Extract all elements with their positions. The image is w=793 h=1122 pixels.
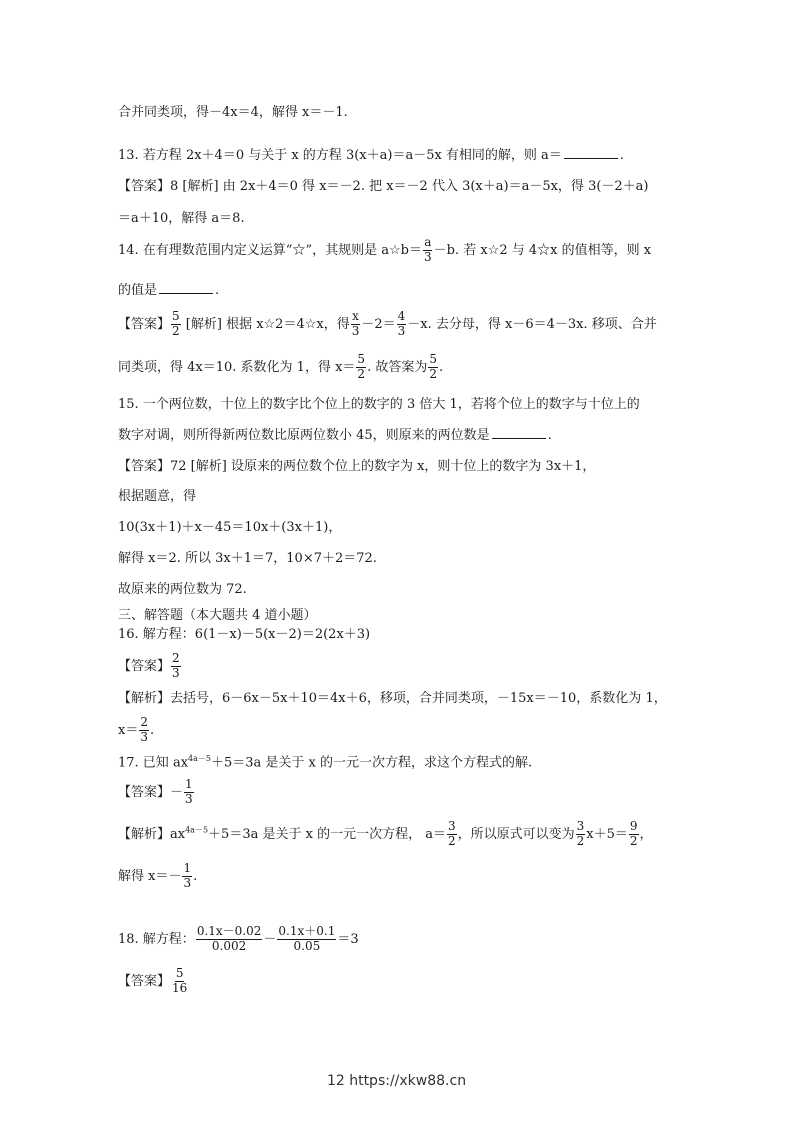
- numerator: 5: [175, 966, 184, 980]
- denominator: 2: [172, 323, 180, 338]
- analysis-17-line2: [118, 862, 197, 891]
- question-17-text: 17. 已知 ax: [118, 755, 189, 771]
- question-16: 16. 解方程：6(1－x)－5(x－2)＝2(2x＋3): [118, 627, 371, 642]
- numerator: 2: [140, 715, 148, 729]
- numerator: a: [424, 235, 432, 249]
- answer-15-line5: 故原来的两位数为 72.: [118, 582, 247, 597]
- answer-blank: [492, 428, 546, 439]
- fraction-5-over-2: [428, 353, 438, 382]
- denominator: 3: [140, 729, 148, 744]
- numerator: 0.1x－0.02: [196, 924, 262, 938]
- analysis-16-line1: 【解析】去括号，6－6x－5x＋10＝4x＋6，移项，合并同类项，－15x＝－10，系数化为 1，: [118, 691, 667, 706]
- answer-fraction: [171, 310, 181, 339]
- answer-18: [118, 967, 189, 996]
- denominator: 16: [172, 980, 188, 995]
- question-14-text-2: －b. 若 x☆2 与 4☆x 的值相等，则 x: [433, 242, 652, 258]
- question-13: 13. 若方程 2x＋4＝0 与关于 x 的方程 3(x＋a)＝a－5x 有相同的解，则 a＝ .: [118, 148, 624, 163]
- numerator: 0.1x＋0.1: [278, 924, 336, 938]
- numerator: 1: [183, 861, 192, 875]
- analysis-text: x＋5＝: [586, 826, 628, 842]
- answer-13-line2: ＝a＋10，解得 a＝8.: [118, 211, 245, 226]
- analysis-17-line1: [118, 820, 653, 849]
- denominator: 3: [423, 249, 432, 264]
- answer-label: 【答案】: [118, 658, 171, 674]
- fraction-1-over-3: [182, 862, 192, 891]
- fraction-a-over-3: [423, 236, 433, 265]
- numerator: 3: [576, 819, 585, 833]
- numerator: 3: [447, 819, 456, 833]
- question-15-line2-text: 数字对调，则所得新两位数比原两位数小 45，则原来的两位数是: [118, 428, 490, 443]
- fraction-2-over-3: [139, 716, 149, 745]
- question-18: [118, 925, 359, 954]
- analysis-text: .: [193, 868, 198, 884]
- question-18-text: ＝3: [337, 931, 359, 947]
- numerator: 4: [397, 309, 406, 323]
- question-17: [118, 755, 532, 769]
- analysis-text: －x. 去分母，得 x－6＝4－3x. 移项、合并: [407, 316, 657, 332]
- fraction-3-over-2: [447, 820, 457, 849]
- numerator: 5: [172, 309, 180, 323]
- denominator: 2: [447, 833, 456, 848]
- analysis-text: .: [149, 722, 155, 738]
- analysis-text: 【解析】ax: [118, 826, 186, 842]
- prev-answer-tail: 合并同类项，得－4x＝4，解得 x＝－1.: [118, 105, 348, 120]
- answer-blank: [159, 283, 213, 294]
- exponent: 4a－5: [188, 754, 211, 763]
- denominator: 0.002: [211, 938, 247, 953]
- question-18-text: 18. 解方程：: [118, 931, 195, 947]
- denominator: 3: [172, 665, 180, 680]
- answer-15-line3: 10(3x＋1)＋x－45＝10x＋(3x＋1)，: [118, 520, 342, 535]
- answer-15-line1: 【答案】72 [解析] 设原来的两位数个位上的数字为 x，则十位上的数字为 3x＋1，: [118, 459, 596, 474]
- analysis-text: [解析] 根据 x☆2＝4☆x，得: [181, 316, 350, 332]
- numerator: 5: [357, 352, 366, 366]
- question-17-text: ＋5＝3a 是关于 x 的一元一次方程，求这个方程式的解.: [210, 755, 533, 771]
- analysis-16-line2: [118, 716, 154, 745]
- answer-fraction: [184, 778, 194, 807]
- numerator: 9: [629, 819, 638, 833]
- answer-14-line2: [118, 353, 443, 382]
- answer-15-line2: 根据题意，得: [118, 489, 197, 504]
- analysis-text: ，所以原式可以变为: [457, 826, 575, 842]
- fraction-x-over-3: [351, 310, 361, 339]
- question-14-text-1: 14. 在有理数范围内定义运算“☆”，其规则是 a☆b＝: [118, 242, 422, 258]
- answer-17: [118, 778, 195, 807]
- denominator: 3: [185, 791, 193, 806]
- denominator: 0.05: [293, 938, 321, 953]
- numerator: 2: [172, 651, 180, 665]
- analysis-text: 解得 x＝－: [118, 868, 182, 884]
- analysis-text: 同类项，得 4x＝10. 系数化为 1，得 x＝: [118, 359, 356, 375]
- answer-label: 【答案】: [118, 316, 171, 332]
- analysis-text: .: [438, 359, 444, 375]
- fraction-9-over-2: [629, 820, 639, 849]
- question-14-line2: 的值是 .: [118, 283, 220, 298]
- answer-13-line1: 【答案】8 [解析] 由 2x＋4＝0 得 x＝－2. 把 x＝－2 代入 3(x＋a)＝a－5x，得 3(－2＋a): [118, 179, 649, 194]
- answer-label: 【答案】－: [118, 784, 184, 800]
- answer-14-line1: [118, 310, 657, 339]
- analysis-text: ，: [639, 826, 653, 842]
- fraction-right: [277, 925, 336, 954]
- denominator: 3: [183, 875, 192, 890]
- exponent: 4a－5: [185, 825, 209, 835]
- fraction-left: [196, 925, 263, 954]
- question-14: [118, 236, 651, 265]
- denominator: 2: [576, 833, 585, 848]
- answer-15-line4: 解得 x＝2. 所以 3x＋1＝7，10×7＋2＝72.: [118, 551, 377, 566]
- answer-fraction: [171, 652, 181, 681]
- answer-fraction: [171, 967, 188, 996]
- analysis-text: . 故答案为: [367, 359, 428, 375]
- analysis-text: ＋5＝3a 是关于 x 的一元一次方程， a＝: [208, 826, 446, 842]
- analysis-text: －2＝: [361, 316, 396, 332]
- question-15-line1: 15. 一个两位数，十位上的数字比个位上的数字的 3 倍大 1，若将个位上的数字与十位上的: [118, 397, 640, 412]
- question-15-line2: 数字对调，则所得新两位数比原两位数小 45，则原来的两位数是 .: [118, 428, 552, 443]
- question-14-line2-text: 的值是: [118, 283, 158, 298]
- answer-blank: [564, 148, 618, 159]
- answer-label: 【答案】: [118, 973, 171, 989]
- section-heading: 三、解答题（本大题共 4 道小题）: [118, 608, 317, 623]
- fraction-4-over-3: [397, 310, 407, 339]
- denominator: 2: [357, 366, 366, 381]
- page-footer: 12 https://xkw88.cn: [326, 1073, 467, 1089]
- answer-16: [118, 652, 182, 681]
- fraction-5-over-2: [356, 353, 366, 382]
- numerator: x: [352, 309, 359, 323]
- numerator: 5: [429, 352, 437, 366]
- analysis-text: x＝: [118, 722, 139, 738]
- denominator: 3: [397, 323, 406, 338]
- denominator: 2: [629, 833, 638, 848]
- denominator: 3: [351, 323, 360, 338]
- denominator: 2: [429, 366, 437, 381]
- fraction-3-over-2: [576, 820, 586, 849]
- minus-sign: －: [263, 931, 277, 947]
- question-13-text: 13. 若方程 2x＋4＝0 与关于 x 的方程 3(x＋a)＝a－5x 有相同的解，则 a＝: [118, 148, 562, 163]
- numerator: 1: [185, 777, 193, 791]
